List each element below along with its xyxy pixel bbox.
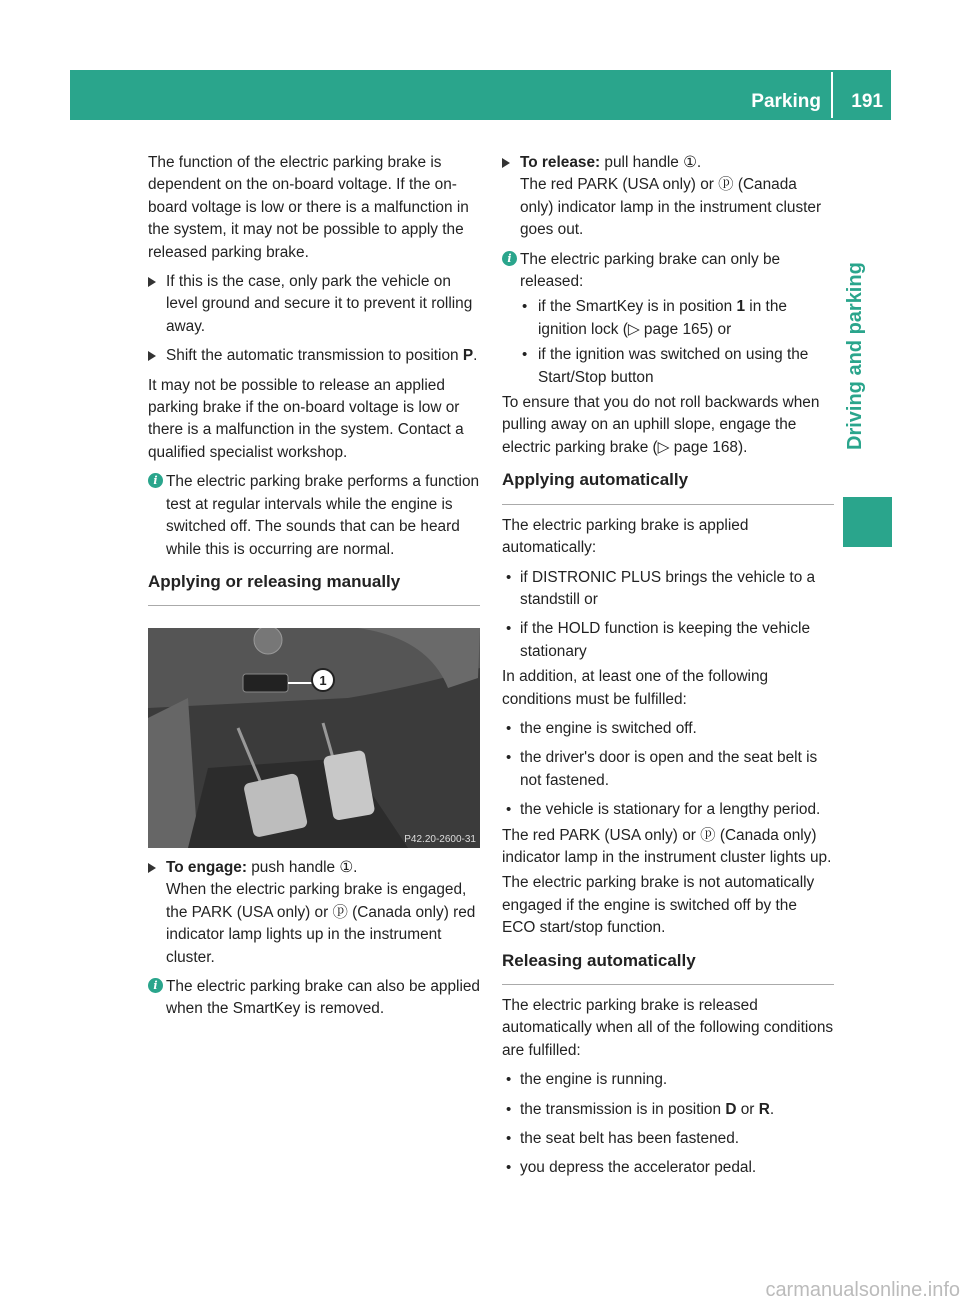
list-item: • the engine is switched off. [506, 719, 697, 737]
info-icon: i [148, 473, 163, 488]
arrow-icon [148, 351, 156, 361]
info-note: i The electric parking brake performs a function test at regular intervals while the engine is switched off. The sounds that can be heard while this is occurring are normal. [148, 471, 480, 561]
paragraph: The electric parking brake is not automatically engaged if the engine is switched off by the ECO start/stop function. [502, 874, 815, 937]
section-heading: Releasing automatically [502, 950, 834, 985]
header-divider [831, 72, 833, 118]
left-column-lower [148, 857, 480, 1028]
step: If this is the case, only park the vehicle on level ground and secure it to prevent it rolling away. [148, 271, 480, 338]
list-item: • the transmission is in position D or R. [506, 1100, 775, 1118]
page-header [70, 70, 891, 120]
list-item: • if the HOLD function is keeping the vehicle stationary [506, 620, 811, 660]
info-note: i The electric parking brake can only be released: [502, 249, 834, 294]
chapter-marker [843, 497, 892, 547]
arrow-icon [148, 277, 156, 287]
arrow-icon [502, 158, 510, 168]
list-item: • you depress the accelerator pedal. [506, 1159, 757, 1177]
step: To engage: push handle ①. When the electric parking brake is engaged, the PARK (USA only) or ⓟ (Canada only) red indicator lamp lights up in the instrument cluster. [148, 857, 480, 969]
left-column [148, 152, 480, 616]
section-heading: Applying or releasing manually [148, 571, 480, 606]
info-icon: i [502, 251, 517, 266]
list-item: • the engine is running. [506, 1071, 668, 1089]
right-column [502, 152, 834, 1187]
list-item: • the vehicle is stationary for a lengthy period. [506, 801, 821, 819]
paragraph: The electric parking brake is released automatically when all of the following conditions are fulfilled: [502, 997, 834, 1059]
paragraph: The red PARK (USA only) or ⓟ (Canada only) indicator lamp in the instrument cluster lights up. [502, 826, 832, 866]
svg-text:P42.20-2600-31: P42.20-2600-31 [404, 834, 476, 845]
list-item: • if DISTRONIC PLUS brings the vehicle to a standstill or [506, 568, 816, 608]
svg-text:1: 1 [319, 673, 327, 688]
paragraph: It may not be possible to release an applied parking brake if the on-board voltage is low or there is a malfunction in the system. Contact a qualified specialist workshop. [148, 376, 464, 461]
watermark: carmanualsonline.info [765, 1279, 960, 1301]
list-item: • if the SmartKey is in position 1 in the ignition lock (▷ page 165) or [522, 298, 787, 338]
paragraph: The function of the electric parking brake is dependent on the on-board voltage. If the on-board voltage is low or there is a malfunction in the system, it may not be possible to apply the released parking brake. [148, 154, 469, 261]
info-note: i The electric parking brake can also be applied when the SmartKey is removed. [148, 976, 480, 1021]
step: Shift the automatic transmission to position P. [148, 345, 480, 367]
paragraph: To ensure that you do not roll backwards when pulling away on an uphill slope, engage the electric parking brake (▷ page 168). [502, 394, 820, 456]
paragraph: In addition, at least one of the following conditions must be fulfilled: [502, 668, 769, 708]
step: To release: pull handle ①. The red PARK (USA only) or ⓟ (Canada only) indicator lamp in the instrument cluster goes out. [502, 152, 834, 242]
page-number: 191 [851, 91, 883, 112]
list-item: • the driver's door is open and the seat belt is not fastened. [506, 749, 818, 789]
section-heading: Applying automatically [502, 469, 834, 504]
chapter-tab-label: Driving and parking [844, 262, 866, 450]
pedal-area-image [148, 628, 480, 848]
list-item: • if the ignition was switched on using the Start/Stop button [522, 346, 809, 386]
info-icon: i [148, 978, 163, 993]
section-title: Parking [751, 91, 821, 112]
arrow-icon [148, 863, 156, 873]
paragraph: The electric parking brake is applied automatically: [502, 516, 749, 557]
list-item: • the seat belt has been fastened. [506, 1130, 740, 1148]
